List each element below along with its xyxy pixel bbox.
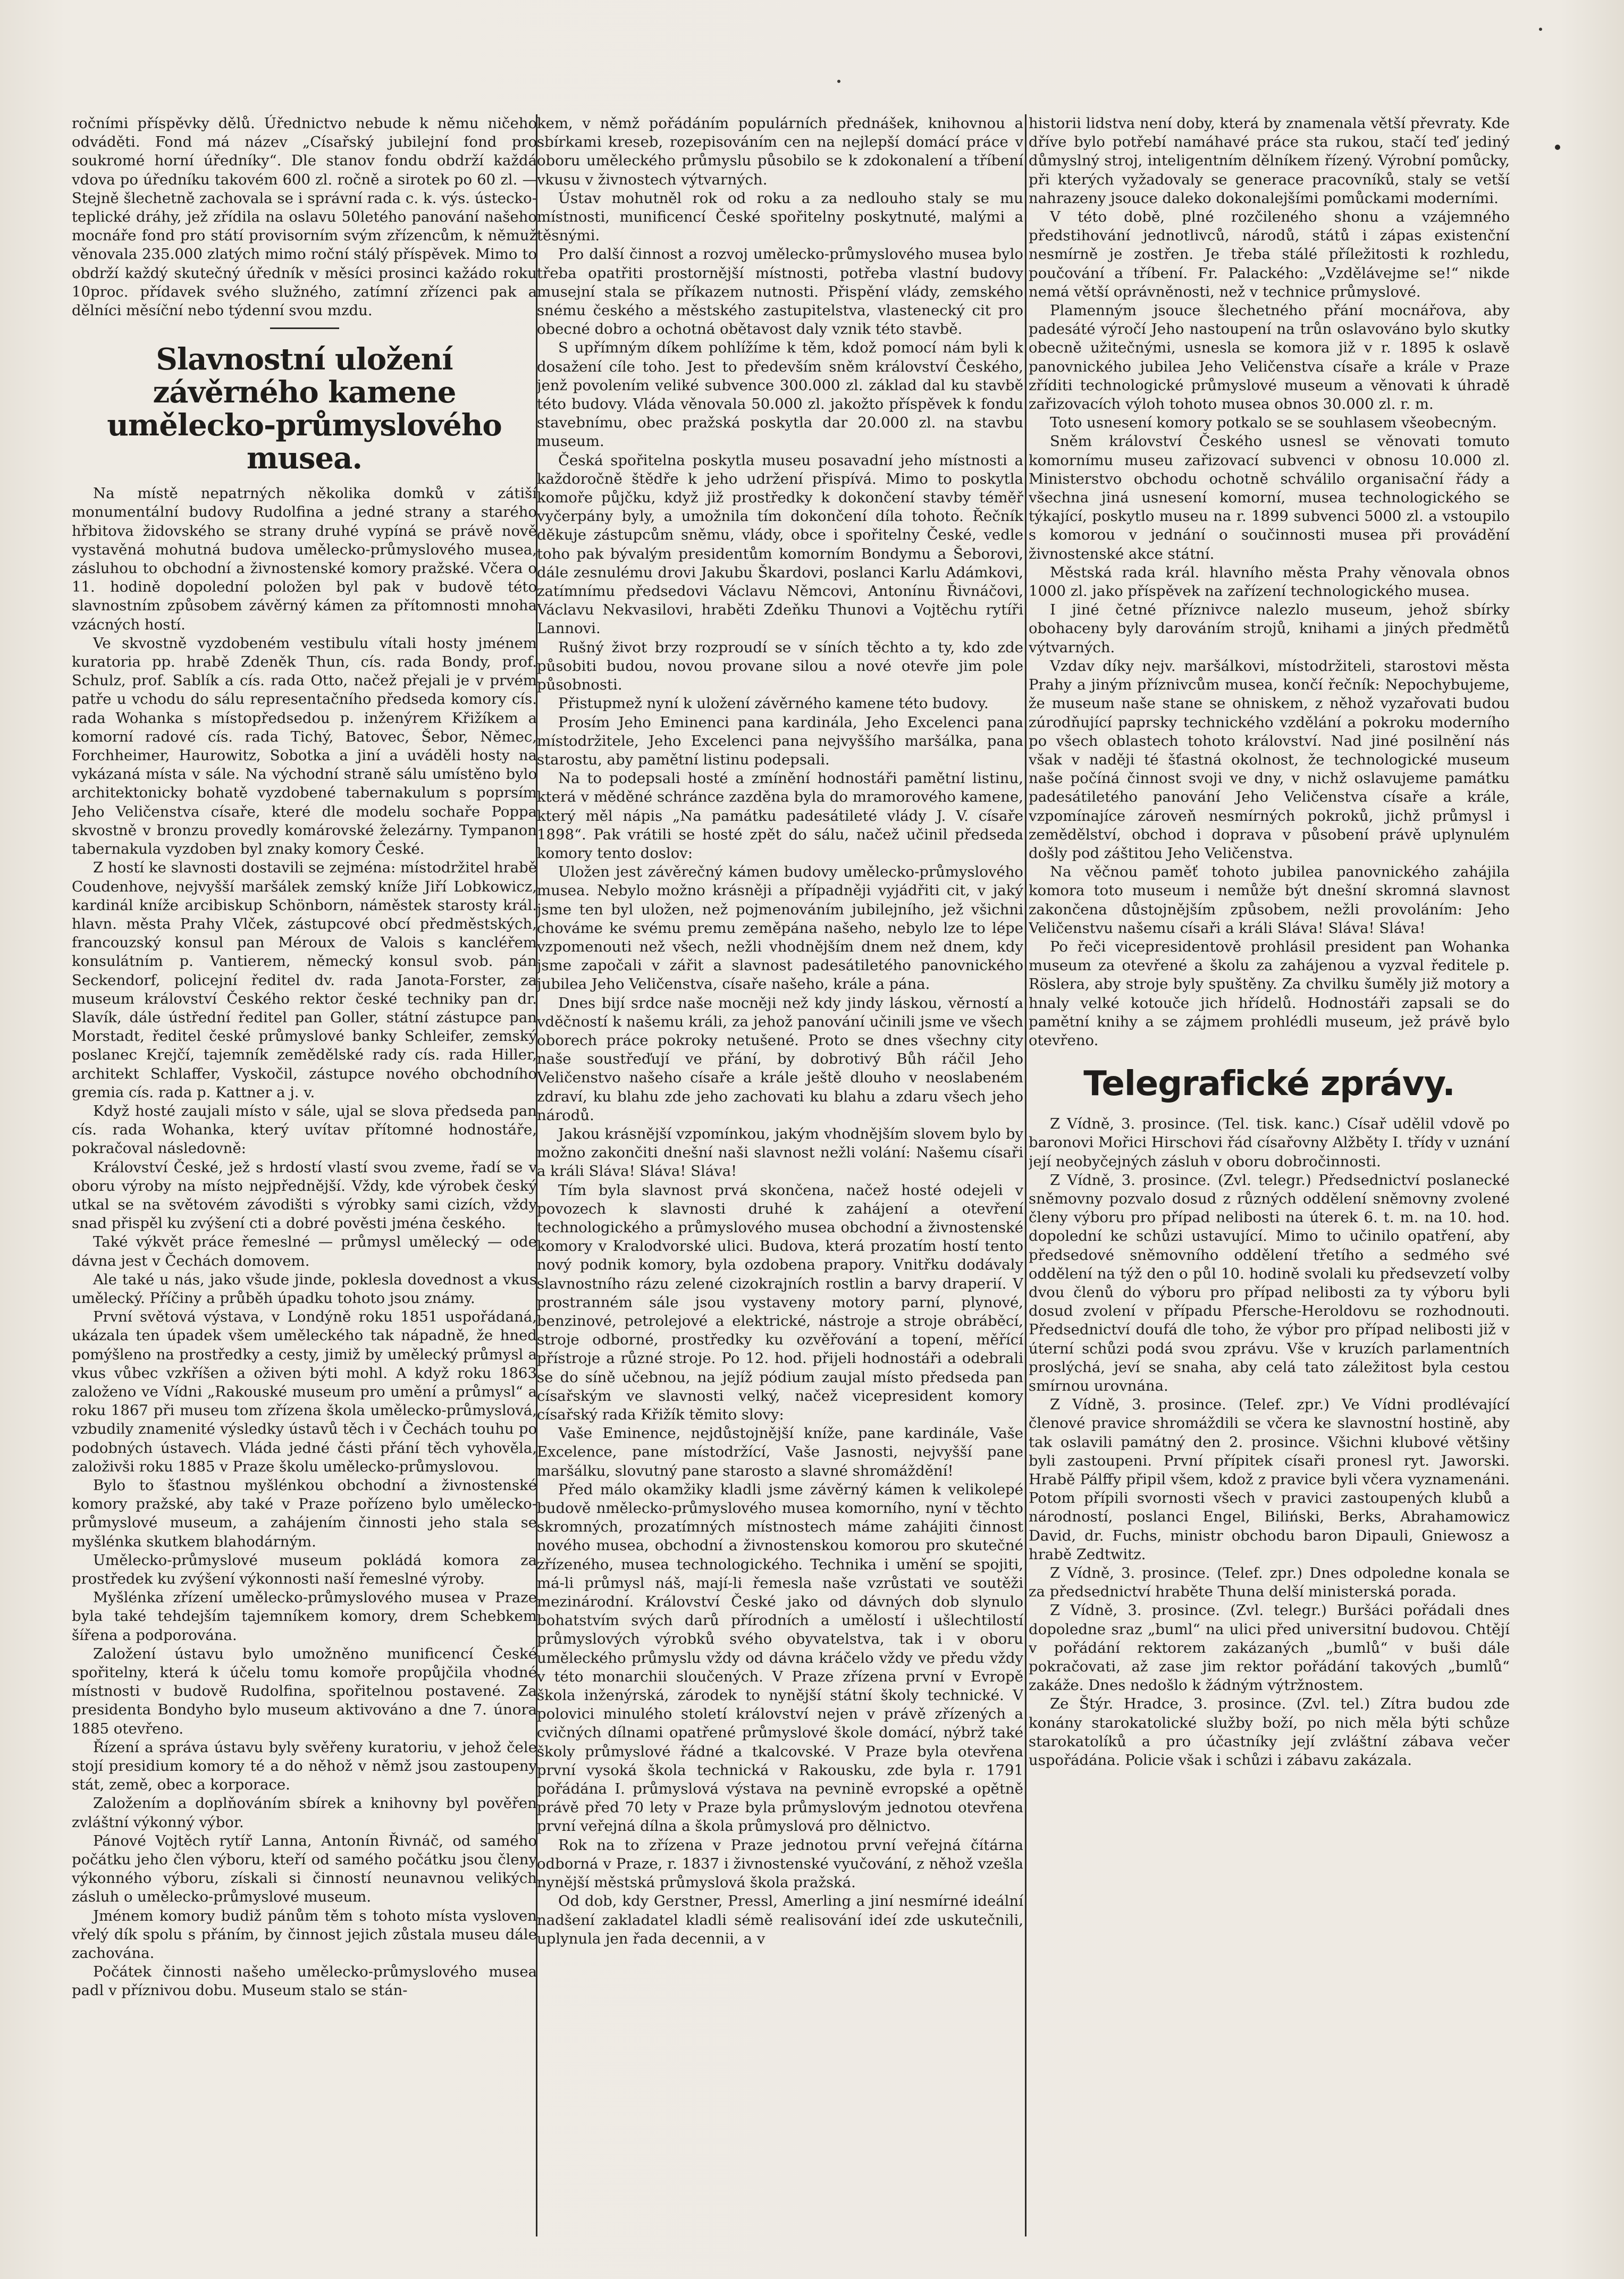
article-paragraph: Česká spořitelna poskytla museu posavadní jeho místnosti a každoročně štědře k jeho udržení přispívá. Mimo to poskytla komoře půjčku, když již prostředky k dokončení stavby téměř vyčerpány byly, a umožnila tím dokončení díla tohoto. Řečník děkuje zástupcům sněmu, vlády, obce i spořitelny České, vedle toho pak bývalým presidentům komorním Bondymu a Šeborovi, dále zesnulému drovi Jakubu Škardovi, poslanci Karlu Adámkovi, zatímnímu předsedovi Václavu Němcovi, Antonínu Řivnáčovi, Václavu Nekvasilovi, hraběti Zdeňku Thunovi a Vojtěchu rytíři Lannovi. <box>537 451 1023 637</box>
article-paragraph: S upřímným díkem pohlížíme k těm, kdož pomocí nám byli k dosažení cíle toho. Jest to především sněm království Českého, jenž povolením veliké subvence 300.000 zl. základ dal ku stavbě této budovy. Vláda věnovala 50.000 zl. jakožto příspěvek k fondu stavebnímu, obec pražská poskytla dar 20.000 zl. na stavbu museum. <box>537 339 1023 450</box>
article-paragraph: Plamenným jsouce šlechetného přání mocnářova, aby padesáté výročí Jeho nastoupení na trůn oslavováno bylo skutky obecně užitečnými, usnesla se komora již v r. 1895 k oslavě panovnického jubilea Jeho Veličenstva císaře a krále v Praze zříditi technologické průmyslové museum a věnovati k úhradě zařizovacích výloh tohoto musea obnos 30.000 zl. r. m. <box>1029 302 1510 413</box>
article-continuation: ročními příspěvky dělů. Úřednictvo nebude k němu ničeho odváděti. Fond má název „Císařský jubilejní fond pro soukromé horní úředníky“. Dle stanov fondu obdrží každá vdova po úředníku takovém 600 zl. ročně a sirotek po 60 zl. — Stejně šlechetně zachovala se i správní rada c. k. výs. ústecko-teplické dráhy, jež zřídila na oslavu 50letého panování našeho mocnáře fond pro státí provisorním svým zřízencům, k němuž věnovala 235.000 zlatých mimo roční stálý příspěvek. Mimo to obdrží každý skutečný úředník v měsíci prosinci kažádo roku 10proc. přídavek svého služného, zatímní zřízenci pak a dělníci měsíční nebo týdenní svou mzdu. <box>72 115 537 319</box>
article-paragraph: Toto usnesení komory potkalo se se souhlasem všeobecným. <box>1050 414 1497 432</box>
article-paragraph: Jménem komory budiž pánům těm s tohoto místa vysloven vřelý dík spolu s přáním, by činnost jejich zůstala museu dále zachována. <box>72 1907 537 1962</box>
article-paragraph: Před málo okamžiky kladli jsme závěrný kámen k velikolepé budově nmělecko-průmyslového musea komorního, nyní v těchto skromných, prozatímných místnostech máme zahájiti činnost nového musea, obchodní a živnostenskou komorou pro skutečné zřízeného, musea technologického. Technika i umění se spojiti, má-li průmysl náš, mají-li řemesla naše vzrůstati ve soutěži mezinárodní. Království České jako od dávných dob slynulo bohatstvím svých darů přírodních a umělostí i ušlechtilostí průmyslových výrobků svého obyvatelstva, tak i v oboru uměleckého průmyslu vždy od dávna kráčelo vždy ve předu vždy v této monarchii sloučených. V Praze zřízena první v Evropě škola inženýrská, zárodek to nynější státní školy technické. V polovici minulého století království nejen v právě zřízených a cvičných dílnami opatřené průmyslové škole domácí, nýbrž také školy průmyslové řádné a tkalcovské. V Praze byla otevřena první vysoká škola technická v Rakousku, zde byla r. 1791 pořádána I. průmyslová výstava na pevnině evropské a opětně právě před 70 lety v Praze byla průmyslovým jednotou otevřena první veřejná dílna a škola průmyslová pro dělnictvo. <box>537 1481 1023 1835</box>
article-paragraph: Počátek činnosti našeho umělecko-průmyslového musea padl v příznivou dobu. Museum stalo se stán- <box>72 1963 537 1999</box>
telegraph-item: Ze Štýr. Hradce, 3. prosince. (Zvl. tel.) Zítra budou zde konány starokatolické služby boží, po nich měla býti schůze starokatolíků a pro účastníky její zvláštní zábava večer uspořádána. Policie však i schůzi i zábavu zakázala. <box>1029 1695 1510 1769</box>
article-paragraph: Na věčnou paměť tohoto jubilea panovnického zahájila komora toto museum i nemůže být dnešní skromná slavnost zakončena důstojnějším způsobem, nežli provoláním: Jeho Veličenstvu našemu císaři a králi Sláva! Sláva! Sláva! <box>1029 863 1510 937</box>
article-paragraph: Království České, jež s hrdostí vlastí svou zveme, řadí se v oboru výroby na místo nejpřednější. Vždy, kde výrobek český utkal se na světovém závodišti s výrobky sami cizích, vždy snad přispěl ku zvýšení cti a dobré pověsti jména českého. <box>72 1158 537 1232</box>
article-paragraph: Od dob, kdy Gerstner, Pressl, Amerling a jiní nesmírné ideální nadšení zakladatel kladli sémě realisování ideí zde uskutečnili, uplynula jen řada decennii, a v <box>537 1893 1023 1947</box>
article-paragraph: Také výkvět práce řemeslné — průmysl umělecký — ode dávna jest v Čechách domovem. <box>72 1233 537 1269</box>
article-paragraph: Myšlénka zřízení umělecko-průmyslového musea v Praze byla také tehdejším tajemníkem komory, drem Schebkem šířena a podporována. <box>72 1589 537 1644</box>
article-paragraph: Na místě nepatrných několika domků v zátiší monumentální budovy Rudolfina a jedné strany a starého hřbitova židovského se strany druhé vypíná se právě nově vystavěná mohutná budova umělecko-průmyslového musea, zásluhou to obchodní a živnostenské komory pražské. Včera o 11. hodině dopolední položen byl pak v budově této slavnostním způsobem závěrný kámen za přítomnosti mnoha vzácných hostí. <box>72 485 537 633</box>
section-rule <box>270 327 339 329</box>
article-paragraph: Na to podepsali hosté a zmínění hodnostáři pamětní listinu, která v měděné schránce zazděna byla do mramorového kamene, který měl nápis „Na památku padesátileté vlády J. V. císaře 1898“. Pak vrátili se hosté zpět do sálu, načež učinil předseda komory tento doslov: <box>537 770 1023 862</box>
article-paragraph: Dnes bijí srdce naše mocněji než kdy jindy láskou, věrností a vděčností k našemu králi, za jehož panování učinili jsme ve všech oborech práce pokroky netušené. Proto se dnes všechny city naše soustřeďují ve přání, by dobrotivý Bůh ráčil Jeho Veličenstvo našeho císaře a krále ještě dlouho v neoslabeném zdraví, ku blahu zde jeho zachovati ku blahu a zdaru všech jeho národů. <box>537 994 1023 1124</box>
article-paragraph: historii lidstva není doby, která by znamenala větší převraty. Kde dříve bylo potřebí namáhavé práce sta rukou, stačí teď jediný důmyslný stroj, inteligentním dělníkem řízený. Výrobní pomůcky, při kterých vyžadovaly se generace pracovníků, staly se vetší nahrazeny jsouce daleko dokonalejšími pomůckami moderními. <box>1029 115 1510 207</box>
telegraph-section-headline: Telegrafické zprávy. <box>1083 1064 1455 1104</box>
telegraph-item: Z Vídně, 3. prosince. (Zvl. telegr.) Předsednictví poslanecké sněmovny pozvalo dosud z různých oddělení sněmovny zvolené členy výboru pro případ nelibosti na úterek 6. t. m. na 10. hod. dopolední ke schůzi ustavující. Mimo to učinilo opatření, aby předsedové sněmovního oddělení třetího a sedmého své oddělení na týž den o půl 10. hodině svolali ku předsevzetí volby dvou členů do výboru pro případ nelibosti za ty výboru byli dosud zvolení v případu Pfersche-Heroldovu se rozhodnouti. Předsednictví doufá dle toho, že výbor pro případ nelibosti již v úterní schůzi podá svou zprávu. Vše v kruzích parlamentních proslýchá, jeví se snaha, aby celá tato záležitost byla cestou smírnou urovnána. <box>1029 1171 1510 1394</box>
article-paragraph: Prosím Jeho Eminenci pana kardinála, Jeho Excelenci pana místodržitele, Jeho Excelenci pana nejvyššího maršálka, pana starostu, aby pamětní listinu podepsali. <box>537 713 1023 768</box>
article-paragraph: Vaše Eminence, nejdůstojnější kníže, pane kardinále, Vaše Excelence, pane místodržící, Vaše Jasnosti, nejvyšší pane maršálku, slovutný pane starosto a slavné shromáždění! <box>537 1425 1023 1479</box>
article-paragraph: Tím byla slavnost prvá skončena, načež hosté odejeli v povozech k slavnosti druhé k zahájení a otevření technologického a průmyslového musea obchodní a živnostenské komory v Kralodvorské ulici. Budova, která prozatím hostí tento nový podnik komory, byla ozdobena prapory. Vnitřku dodávaly slavnostního rázu zelené cizokrajních rostlin a barvy draperií. V prostranném sále jsou vystaveny motory parní, plynové, benzinové, petrolejové a elektrické, nástroje a stroje obráběcí, stroje odborné, prostředky ku ozvěřování a topení, měřící přístroje a různé stroje. Po 12. hod. přijeli hodnostáři a odebrali se do síně učebnou, na jejíž pódium zaujal místo předseda pan císařským ve slavnosti velký, načež vicepresident komory císařský rada Křižík těmito slovy: <box>537 1181 1023 1424</box>
print-speck <box>1555 145 1560 150</box>
article-paragraph: Ve skvostně vyzdobeném vestibulu vítali hosty jménem kuratoria pp. hrabě Zdeněk Thun, cís. rada Bondy, prof. Schulz, prof. Sablík a cís. rada Otto, načež přejali je v prvém patře u vchodu do sálu representačního předseda komory cís. rada Wohanka s místopředsedou p. inženýrem Křižíkem a komorní radové cís. rada Tichý, Batovec, Šebor, Němec, Forchheimer, Haurowitz, Sobotka a jiní a uváděli hosty na vykázaná místa v sále. Na východní straně sálu umístěno bylo architektonicky bohatě vyzdobené tabernakulum s poprsím Jeho Veličenstva císaře, které dle modelu sochaře Poppa skvostně v bronzu provedly komárovské železárny. Tympanon tabernakula vyzdoben byl znaky komory České. <box>72 634 537 858</box>
article-paragraph: Když hosté zaujali místo v sále, ujal se slova předseda pan cís. rada Wohanka, který uvítav přítomné hodnostáře, pokračoval následovně: <box>72 1102 537 1157</box>
article-paragraph: Uložen jest závěrečný kámen budovy umělecko-průmyslového musea. Nebylo možno krásněji a případněji vyjádřiti cit, v jaký jsme ten byl uložen, než pojmenováním jubilejního, jež všichni chováme ke svému premu zeměpána našeho, nebylo lze to lépe vzpomenouti než všech, nežli vhodnějším dnem než dnem, kdy jsme započali v zářit a slavnost padesátiletého panovnického jubilea Jeho Veličenstva, císaře našeho, krále a pána. <box>537 863 1023 993</box>
article-paragraph: Rušný život brzy rozproudí se v síních těchto a ty, kdo zde působiti budou, novou provane silou a nové otevře jim pole působnosti. <box>537 638 1023 694</box>
column-3 <box>1029 114 1510 2231</box>
article-paragraph: Vzdav díky nejv. maršálkovi, místodržiteli, starostovi města Prahy a jiným příznivcům musea, končí řečník: Nepochybujeme, že museum naše stane se ohniskem, z něhož vyzařovati budou zúrodňující paprsky technického vzdělání a pokroku moderního po všech oblastech tohoto království. Nad jiné posilnění nás však v naději té šťastná okolnost, že technologické museum naše počíná činnost svoji ve dny, v nichž oslavujeme památku padesátiletého panování Jeho Veličenstva císaře a krále, vzpomínajíce zároveň nesmírných pokroků, jichž průmysl i zemědělství, obchod i doprava v působení právě uplynulém došly pod záštitou Jeho Veličenstva. <box>1029 657 1510 862</box>
article-paragraph: Založením a doplňováním sbírek a knihovny byl pověřen zvláštní výkonný výbor. <box>72 1795 537 1831</box>
telegraph-item: Z Vídně, 3. prosince. (Telef. zpr.) Ve Vídni prodlévající členové pravice shromáždili se včera ke slavnostní hostině, aby tak oslavili památný den 2. prosince. Všichni klubové většiny byli zastoupeni. První přípitek císaři pronesl ryt. Jaworski. Hrabě Pálffy připil všem, kdož z pravice byli včera vyznamenáni. Potom přípili svornosti všech v pravici zastoupených klubů a národností, poslanci Engel, Biliński, Berks, Abrahamowicz David, dr. Fuchs, ministr obchodu baron Dipauli, Gniewosz a hrabě Zedtwitz. <box>1029 1396 1510 1563</box>
article-paragraph: Městská rada král. hlavního města Prahy věnovala obnos 1000 zl. jako příspěvek na zařízení technologického musea. <box>1029 564 1510 600</box>
print-speck <box>1539 28 1542 31</box>
article-paragraph: Přistupmež nyní k uložení závěrného kamene této budovy. <box>558 695 989 712</box>
article-paragraph: Po řeči vicepresidentově prohlásil president pan Wohanka museum za otevřené a školu za zahájenou a vyzval ředitele p. Röslera, aby stroje byly spuštěny. Za chvilku šuměly již motory a hnaly velké kotouče jich hřídelů. Hodnostáři zapsali se do pamětní knihy a se zájmem prohlédli museum, jež právě bylo otevřeno. <box>1029 938 1510 1049</box>
article-headline: Slavnostní uložení závěrného kamene umělecko-průmyslového musea. <box>107 342 502 476</box>
article-paragraph: V této době, plné rozčileného shonu a vzájemného předstihování jednotlivců, národů, států i zápas existenční nesmírně je zostřen. Je třeba stálé příležitosti k rozhledu, poučování a tříbení. Fr. Palackého: „Vzdělávejme se!“ nikde nemá větší oprávněnosti, než v technice průmyslové. <box>1029 208 1510 300</box>
print-speck <box>837 80 840 83</box>
article-paragraph: Sněm království Českého usnesl se věnovati tomuto komornímu museu zařizovací subvenci v obnosu 10.000 zl. Ministerstvo obchodu ochotně schválilo organisační řády a všechna jiná usnesení komorní, musea technologického se týkající, poskytlo museu na r. 1899 subvenci 5000 zl. a vstoupilo s komorou v jednání o součinnosti musea při provádění živnostenské akce státní. <box>1029 433 1510 562</box>
article-paragraph: Ústav mohutněl rok od roku a za nedlouho staly se mu místnosti, munificencí České spořitelny poskytnuté, malými a těsnými. <box>537 189 1023 245</box>
article-paragraph: I jiné četné příznivce nalezlo museum, jehož sbírky obohaceny byly darováním strojů, knihami a jiných předmětů výtvarných. <box>1029 601 1510 656</box>
article-paragraph: Řízení a správa ústavu byly svěřeny kuratoriu, v jehož čele stojí presidium komory té a do něhož v němž jsou zastoupeny stát, země, obec a korporace. <box>72 1738 537 1794</box>
article-paragraph: Pánové Vojtěch rytíř Lanna, Antonín Řivnáč, od samého počátku jeho člen výboru, kteří od samého počátku jsou členy výkonného výboru, získali si činností neunavnou velikých zásluh o umělecko-průmyslové museum. <box>72 1832 537 1906</box>
telegraph-item: Z Vídně, 3. prosince. (Telef. zpr.) Dnes odpoledne konala se za předsednictví hraběte Thuna delší ministerská porada. <box>1029 1565 1510 1601</box>
column-1 <box>72 114 537 2231</box>
telegraph-item: Z Vídně, 3. prosince. (Tel. tisk. kanc.) Císař udělil vdově po baronovi Mořici Hirschovi řád císařovny Alžběty I. třídy v uznání její neobyčejných zásluh v oboru dobročinnosti. <box>1029 1115 1510 1170</box>
article-paragraph: Umělecko-průmyslové museum pokládá komora za prostředek ku zvýšení výkonnosti naší řemeslné výroby. <box>72 1551 537 1588</box>
telegraph-item: Z Vídně, 3. prosince. (Zvl. telegr.) Buršáci pořádali dnes dopoledne sraz „buml“ na ulici před universitní budovou. Chtějí v pořádání rektorem zakázaných „bumlů“ v buši dále pokračovati, až zase jim rektor pořádání takových „bumlů“ zakáže. Dnes nedošlo k žádným výtržnostem. <box>1029 1602 1510 1694</box>
article-paragraph: První světová výstava, v Londýně roku 1851 uspořádaná, ukázala ten úpadek všem uměleckého tak nápadně, že hned pomýšleno na prostředky a cesty, jimiž by umělecký průmysl a vkus vůbec vzkříšen a oživen býti mohl. A když roku 1863 založeno ve Vídni „Rakouské museum pro umění a průmysl“ a roku 1867 při museu tom zřízena škola umělecko-průmyslová, vzbudily znamenité výsledky ústavů těch i v Čechách touhu po podobných ústavech. Vláda jedné části přání těch vyhověla, založivši roku 1885 v Praze školu umělecko-průmyslovou. <box>72 1308 537 1475</box>
article-paragraph: Rok na to zřízena v Praze jednotou první veřejná čítárna odborná v Praze, r. 1837 i živnostenské vyučování, z něhož vzešla nynější městská průmyslová škola pražská. <box>537 1836 1023 1891</box>
article-paragraph: kem, v němž pořádáním populárních přednášek, knihovnou a sbírkami kreseb, rozepisováním cen na nejlepší domácí práce v oboru uměleckého průmyslu působilo se k zdokonalení a tříbení vkusu v živnostech výtvarných. <box>537 115 1023 188</box>
article-paragraph: Ale také u nás, jako všude jinde, poklesla dovednost a vkus umělecký. Příčiny a průběh úpadku tohoto jsou známy. <box>72 1271 537 1307</box>
article-paragraph: Bylo to šťastnou myšlénkou obchodní a živnostenské komory pražské, aby také v Praze pořízeno bylo umělecko-průmyslové museum, a zahájením činnosti jeho stala se myšlénka skutkem blahodárným. <box>72 1477 537 1550</box>
column-2 <box>537 114 1023 2231</box>
article-paragraph: Z hostí ke slavnosti dostavili se zejména: místodržitel hrabě Coudenhove, nejvyšší maršálek zemský kníže Jiří Lobkowicz, kardinál kníže arcibiskup Schönborn, náměstek starosty král. hlavn. města Prahy Vlček, zástupcové obcí předměstských, francouzský konsul pan Méroux de Valois s kancléřem konsulátním p. Vantierem, německý konsul svob. pán Seckendorf, policejní ředitel dv. rada Janota-Forster, za museum království Českého rektor české techniky pan dr. Slavík, dále ústřední ředitel pan Goller, státní zástupce pan Morstadt, ředitel české průmyslové banky Schleifer, zemský poslanec Krejčí, tajemník zemědělské rady cís. rada Hiller, architekt Schlaffer, Vyskočil, zástupce nového obchodního gremia cís. rada p. Kattner a j. v. <box>72 859 537 1101</box>
column-divider-2 <box>1025 114 1026 2236</box>
article-paragraph: Pro další činnost a rozvoj umělecko-průmyslového musea bylo třeba opatřiti prostornější místnosti, potřeba vlastní budovy musejní stala se příkazem nutnosti. Přispění vlády, zemského snému českého a městského zastupitelstva, vlastenecký cit pro obecné dobro a ochotná obětavost daly vznik této stavbě. <box>537 246 1023 338</box>
article-paragraph: Jakou krásnější vzpomínkou, jakým vhodnějším slovem bylo by možno zakončiti dnešní naši slavnost nežli volání: Našemu císaři a králi Sláva! Sláva! Sláva! <box>537 1125 1023 1180</box>
article-paragraph: Založení ústavu bylo umožněno munificencí České spořitelny, která k účelu tomu komoře propůjčila vhodné místnosti v budově Rudolfina, spořitelnou postavené. Za presidenta Bondyho bylo museum aktivováno a dne 7. února 1885 otevřeno. <box>72 1645 537 1737</box>
